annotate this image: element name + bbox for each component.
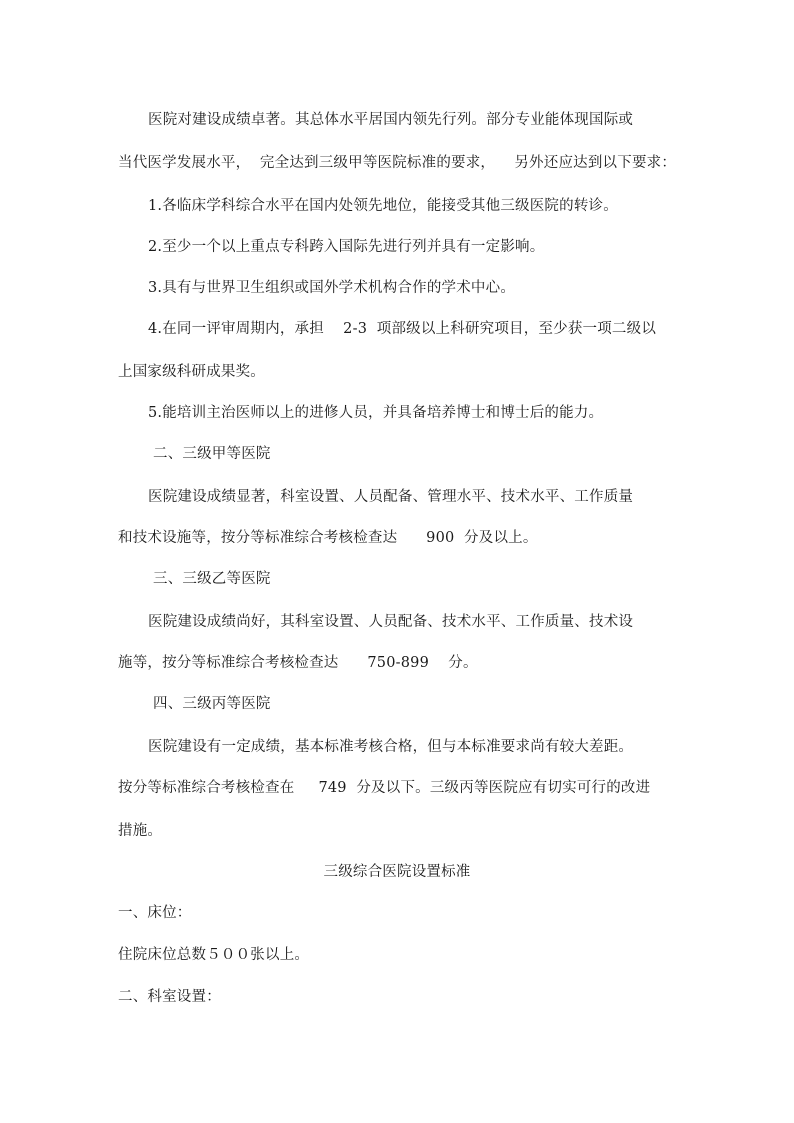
list-item: 5.能培训主治医师以上的进修人员，并具备培养博士和博士后的能力。 (148, 405, 604, 421)
paragraph-line: 当代医学发展水平， 完全达到三级甲等医院标准的要求， 另外还应达到以下要求： (118, 155, 677, 171)
paragraph-line: 医院建设成绩显著，科室设置、人员配备、管理水平、技术水平、工作质量 (148, 489, 634, 505)
list-item: 2.至少一个以上重点专科跨入国际先进行列并具有一定影响。 (148, 239, 545, 255)
paragraph-line: 施等，按分等标准综合考核检查达 750-899 分。 (118, 655, 478, 671)
list-item: 1.各临床学科综合水平在国内处领先地位，能接受其他三级医院的转诊。 (148, 198, 618, 214)
list-item: 4.在同一评审周期内，承担 2-3 项部级以上科研究项目，至少获一项二级以 (148, 321, 657, 337)
paragraph-line: 按分等标准综合考核检查在 749 分及以下。三级丙等医院应有切实可行的改进 (118, 780, 651, 796)
paragraph-line: 住院床位总数５００张以上。 (118, 947, 310, 963)
list-item: 3.具有与世界卫生组织或国外学术机构合作的学术中心。 (148, 280, 516, 296)
paragraph-line: 医院建设成绩尚好，其科室设置、人员配备、技术水平、工作质量、技术设 (148, 614, 634, 630)
paragraph-line: 上国家级科研成果奖。 (118, 364, 265, 380)
paragraph-line: 医院对建设成绩卓著。其总体水平居国内领先行列。部分专业能体现国际或 (148, 112, 634, 128)
section-heading: 二、科室设置： (118, 989, 221, 1005)
paragraph-line: 医院建设有一定成绩，基本标准考核合格，但与本标准要求尚有较大差距。 (148, 739, 634, 755)
document-title: 三级综合医院设置标准 (323, 864, 471, 880)
section-heading: 二、三级甲等医院 (153, 446, 271, 462)
paragraph-line: 措施。 (118, 823, 163, 839)
section-heading: 一、床位： (118, 905, 192, 921)
paragraph-line: 和技术设施等，按分等标准综合考核检查达 900 分及以上。 (118, 530, 538, 546)
section-heading: 三、三级乙等医院 (153, 571, 271, 587)
section-heading: 四、三级丙等医院 (153, 696, 271, 712)
